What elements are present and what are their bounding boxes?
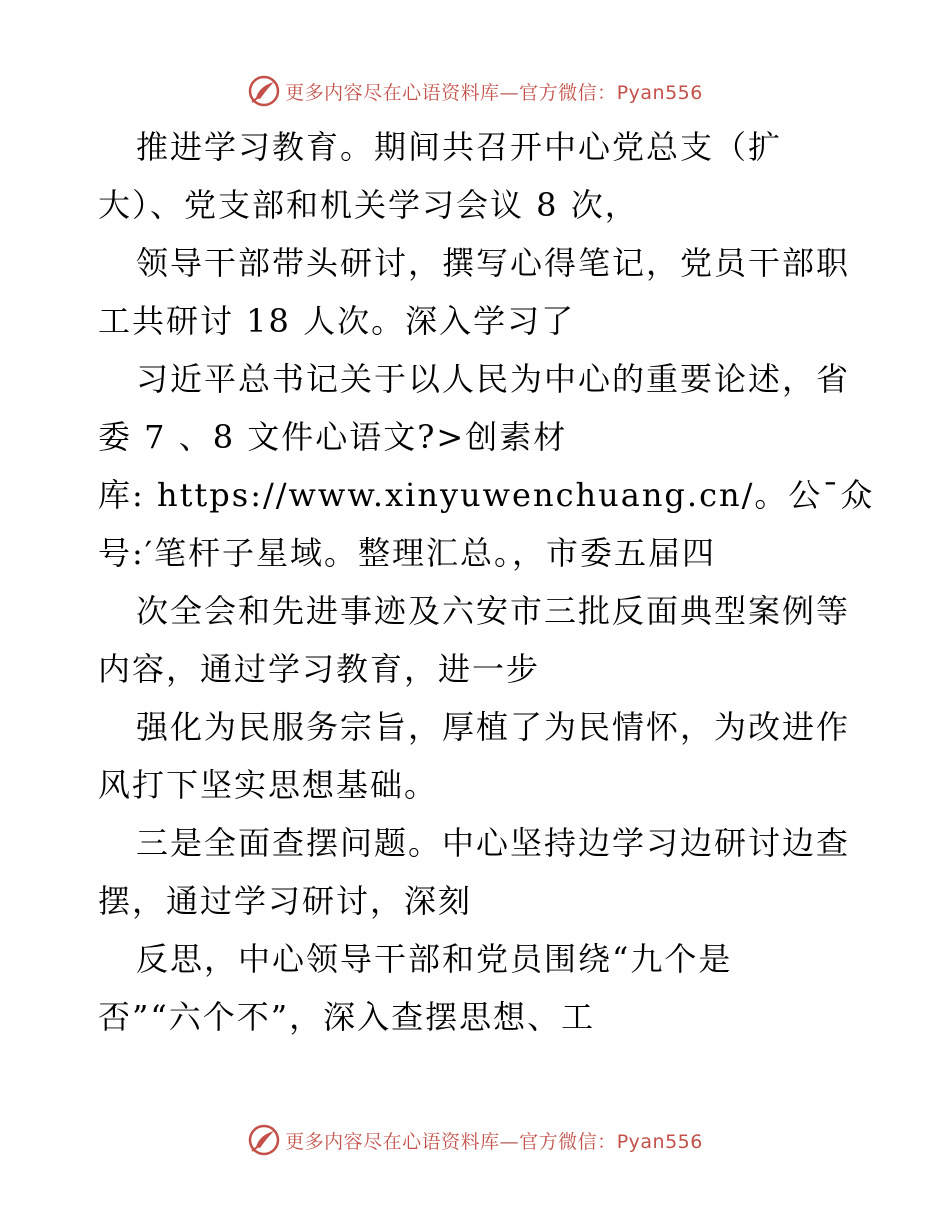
body-line: 摆，通过学习研讨，深刻 bbox=[98, 882, 473, 920]
body-line: 次全会和先进事迹及六安市三批反面典型案例等 bbox=[136, 592, 851, 630]
body-line: 强化为民服务宗旨，厚植了为民情怀，为改进作 bbox=[136, 708, 851, 746]
footer-banner bbox=[0, 1120, 950, 1160]
body-line: 号:′笔杆子星域。整理汇总。，市委五届四 bbox=[98, 534, 717, 572]
body-line: 委 7 、8 文件心语文?>创素材 bbox=[98, 418, 568, 456]
body-line: 工共研讨 18 人次。深入学习了 bbox=[98, 302, 576, 340]
body-line: 习近平总书记关于以人民为中心的重要论述，省 bbox=[136, 360, 851, 398]
footer-banner-text bbox=[285, 1127, 703, 1154]
header-banner bbox=[0, 71, 950, 111]
body-line: 否”“六个不”，深入查摆思想、工 bbox=[98, 998, 596, 1036]
footer-banner-sep: — bbox=[499, 1130, 520, 1153]
body-line: 三是全面查摆问题。中心坚持边学习边研讨边查 bbox=[136, 824, 851, 862]
body-line: 大）、党支部和机关学习会议 8 次， bbox=[98, 186, 639, 224]
body-line: 领导干部带头研讨，撰写心得笔记，党员干部职 bbox=[136, 244, 851, 282]
body-line: 内容，通过学习教育，进一步 bbox=[98, 650, 541, 688]
brand-logo-icon bbox=[247, 1123, 281, 1157]
body-line: 反思，中心领导干部和党员围绕“九个是 bbox=[136, 940, 733, 978]
footer-banner-id: Pyan556 bbox=[616, 1130, 703, 1153]
header-banner-main: 更多内容尽在心语资料库 bbox=[285, 81, 500, 104]
header-banner-suffix: 官方微信： bbox=[519, 81, 617, 104]
header-banner-id: Pyan556 bbox=[616, 81, 703, 104]
footer-banner-suffix: 官方微信： bbox=[519, 1130, 617, 1153]
header-banner-text bbox=[285, 78, 703, 105]
body-line: 推进学习教育。期间共召开中心党总支（扩 bbox=[136, 128, 783, 166]
header-banner-sep: — bbox=[499, 81, 520, 104]
footer-banner-main: 更多内容尽在心语资料库 bbox=[285, 1130, 500, 1153]
brand-logo-icon bbox=[247, 74, 281, 108]
body-line: 风打下坚实思想基础。 bbox=[98, 766, 439, 804]
body-line: 库: https://www.xinyuwenchuang.cn/。公¯众 bbox=[98, 476, 875, 514]
